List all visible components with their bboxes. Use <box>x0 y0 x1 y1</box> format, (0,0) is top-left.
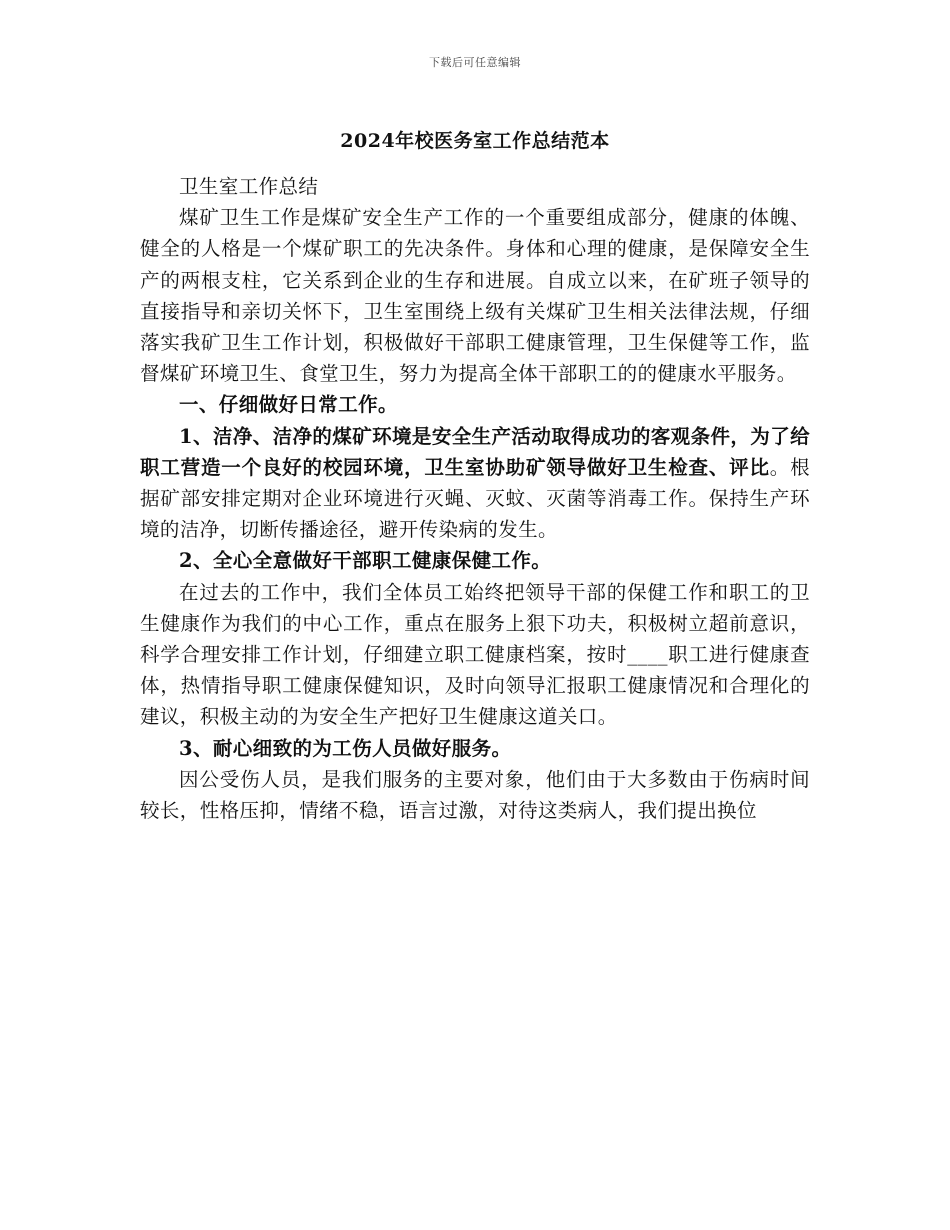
item-2-heading: 2、全心全意做好干部职工健康保健工作。 <box>179 549 552 573</box>
intro-paragraph: 煤矿卫生工作是煤矿安全生产工作的一个重要组成部分，健康的体魄、健全的人格是一个煤矿职工的先决条件。身体和心理的健康，是保障安全生产的两根支柱，它关系到企业的生存和进展。自成立以来，在矿班子领导的直接指导和亲切关怀下，卫生室围绕上级有关煤矿卫生相关法律法规，仔细落实我矿卫生工作计划，积极做好干部职工健康管理，卫生保健等工作，监督煤矿环境卫生、食堂卫生，努力为提高全体干部职工的的健康水平服务。 <box>140 206 810 386</box>
section-heading-1: 一、仔细做好日常工作。 <box>179 393 398 417</box>
header-note: 下载后可任意编辑 <box>429 56 521 69</box>
document-body <box>140 171 810 826</box>
subtitle-paragraph: 卫生室工作总结 <box>179 175 319 198</box>
item-3-paragraph: 因公受伤人员，是我们服务的主要对象，他们由于大多数由于伤病时间较长，性格压抑，情绪不稳，语言过激，对待这类病人，我们提出换位 <box>140 767 810 823</box>
item-3-heading: 3、耐心细致的为工伤人员做好服务。 <box>179 736 512 760</box>
item-1-text: 。根据矿部安排定期对企业环境进行灭蝇、灭蚊、灭菌等消毒工作。保持生产环境的洁净，切断传播途径，避开传染病的发生。 <box>140 455 810 542</box>
item-2-paragraph: 在过去的工作中，我们全体员工始终把领导干部的保健工作和职工的卫生健康作为我们的中心工作，重点在服务上狠下功夫，积极树立超前意识，科学合理安排工作计划，仔细建立职工健康档案，按时____职工进行健康查体，热情指导职工健康保健知识，及时向领导汇报职工健康情况和合理化的建议，积极主动的为安全生产把好卫生健康这道关口。 <box>140 580 810 729</box>
item-1-bold-lead: 1、洁净、洁净的煤矿环境是安全生产活动取得成功的客观条件，为了给职工营造一个良好的校园环境，卫生室协助矿领导做好卫生检查、评比 <box>140 424 810 479</box>
document-title: 2024年校医务室工作总结范本 <box>340 130 610 152</box>
item-1-paragraph <box>140 421 810 546</box>
